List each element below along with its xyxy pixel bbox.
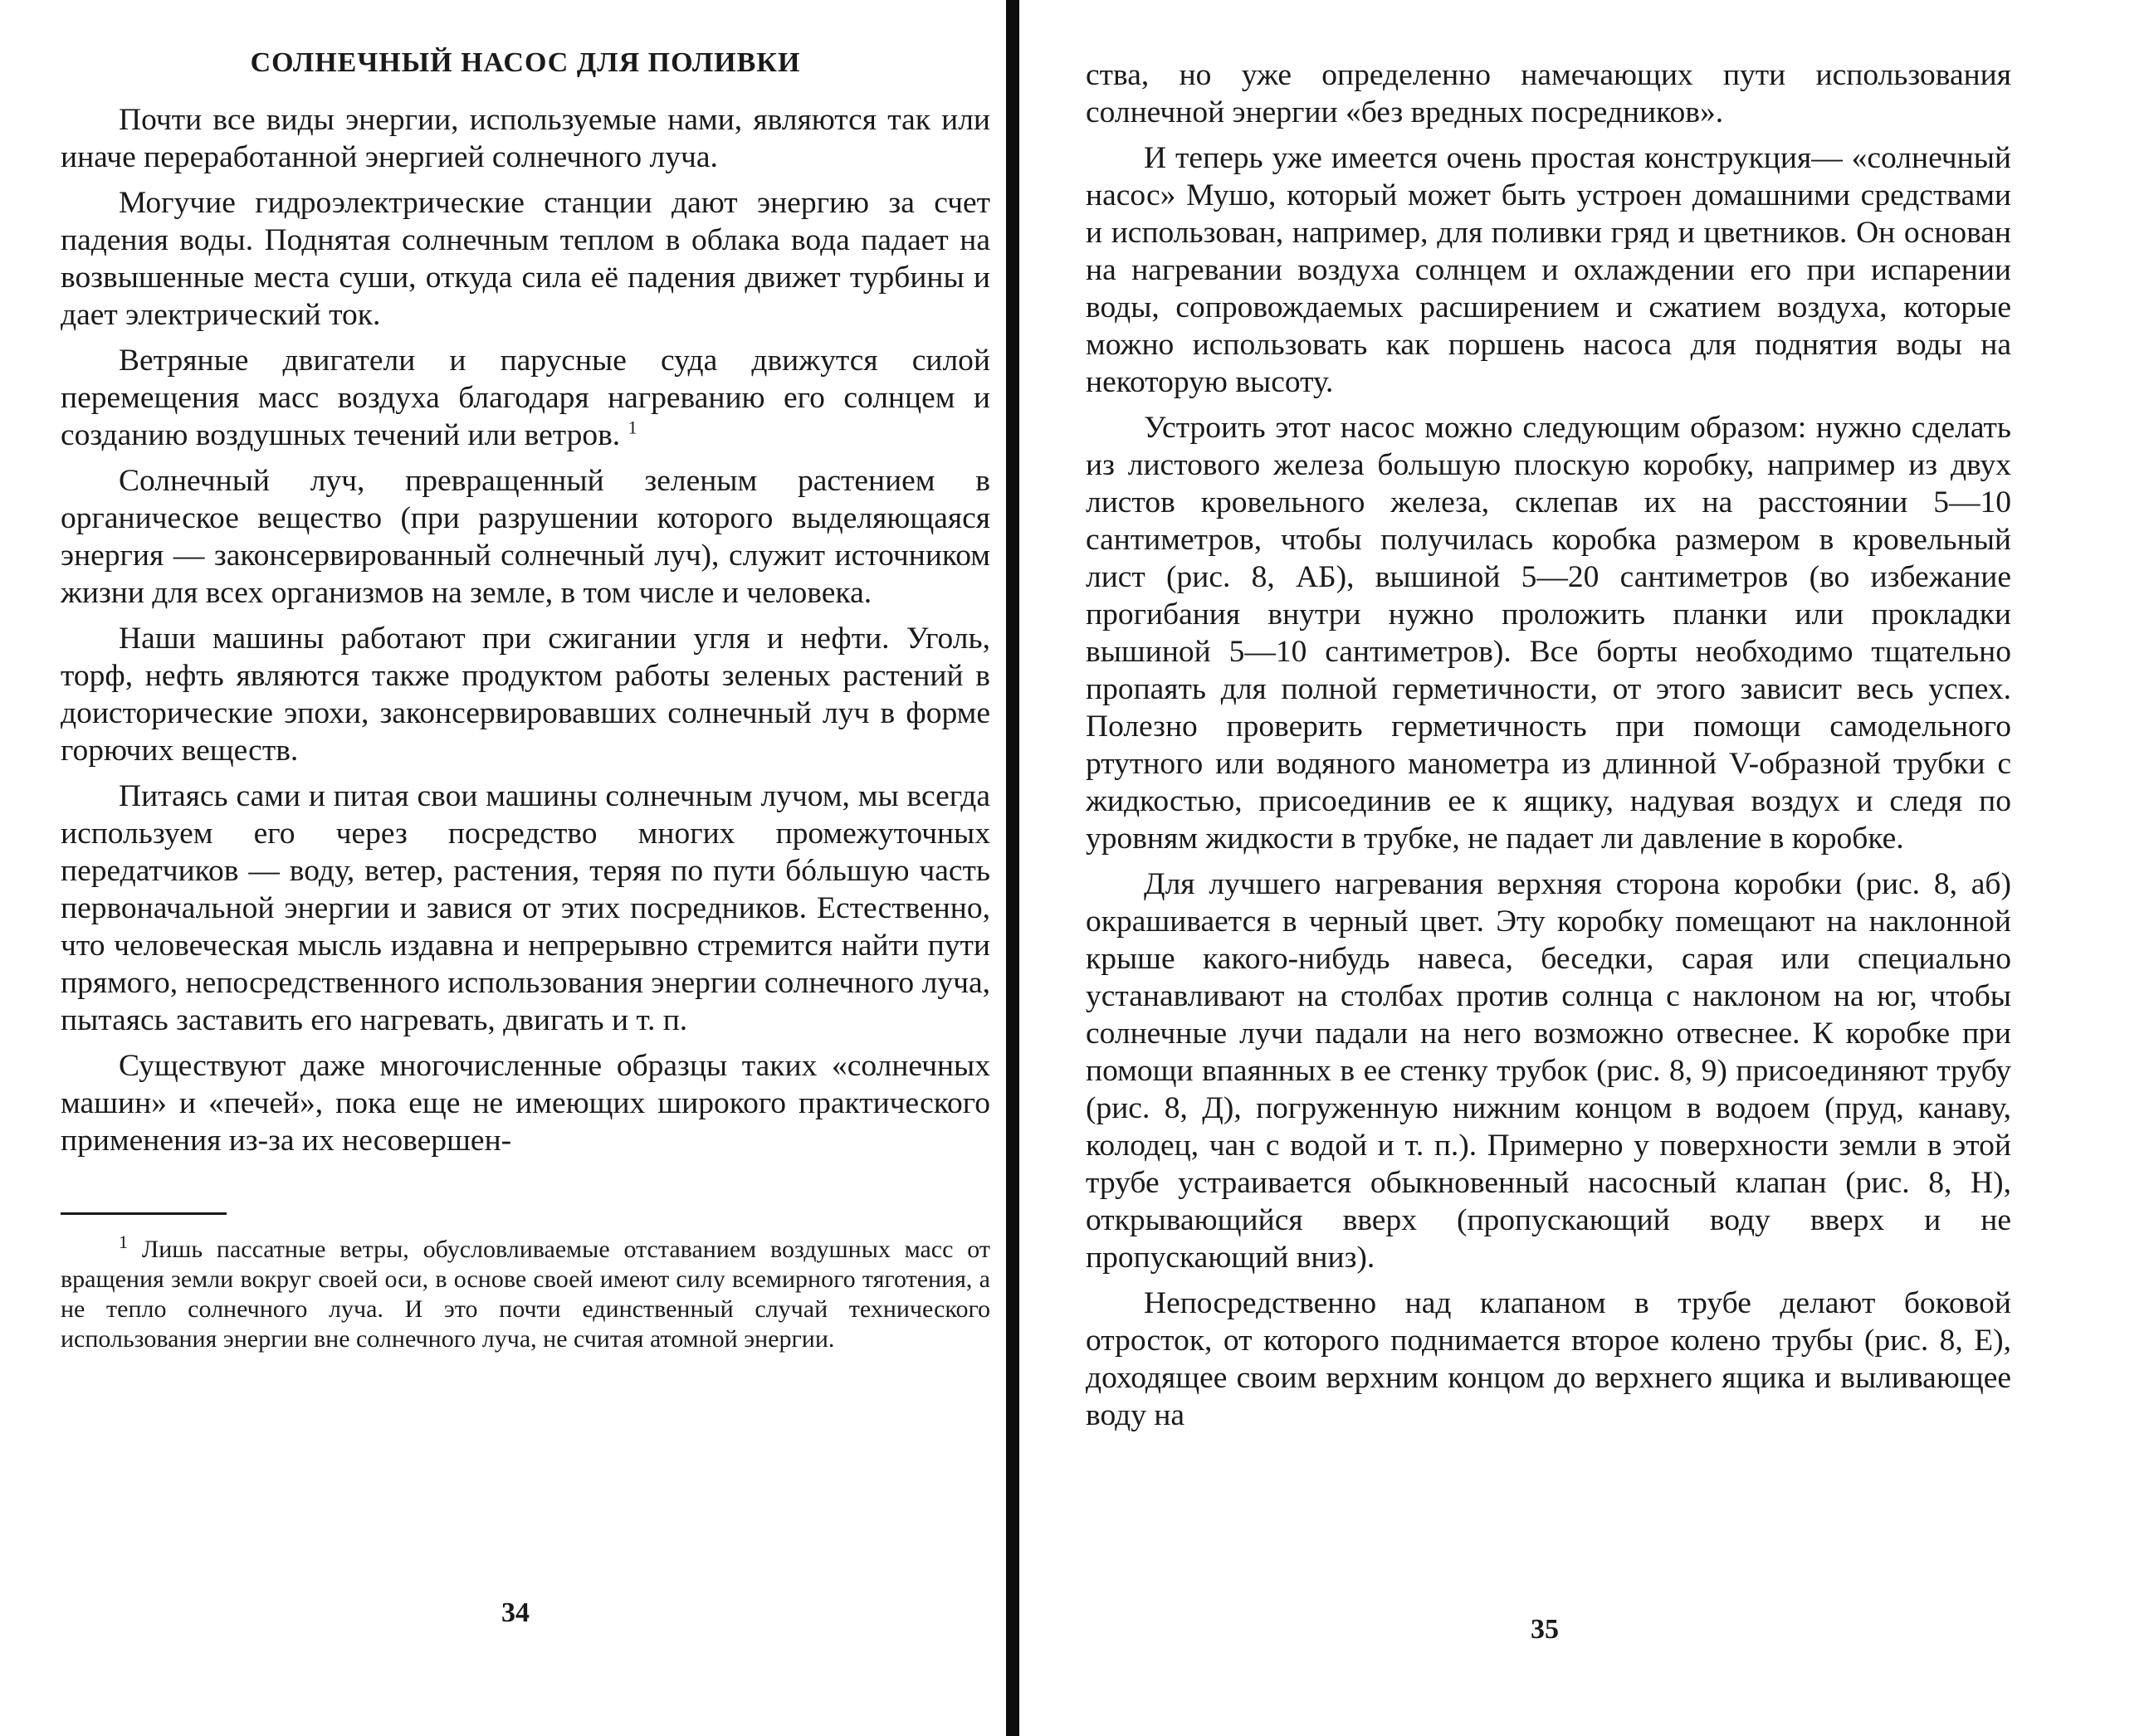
paragraph: Питаясь сами и питая свои машины солнечным лучом, мы всегда используем его через посредство многих промежуточных передатчиков — воду, ветер, растения, теряя по пути бóльшую часть первоначальной энергии и завися от этих посредников. Естественно, что человеческая мысль издавна и непрерывно стремится найти пути прямого, непосредственного использования энергии солнечного луча, пытаясь заставить его нагревать, двигать и т. п. (61, 779, 990, 1037)
paragraph: И теперь уже имеется очень простая конструкция— «солнечный насос» Мушо, который может быть устроен домашними средствами и использован, например, для поливки гряд и цветников. Он основан на нагревании воздуха солнцем и охлаждении его при испарении воды, сопровождаемых расширением и сжатием воздуха, которые можно использовать как поршень насоса для поднятия воды на некоторую высоту. (1086, 141, 2011, 399)
right-page (1019, 0, 2149, 1736)
page-number: 34 (501, 1597, 530, 1628)
paragraph-text: Ветряные двигатели и парусные суда движутся силой перемещения масс воздуха благодаря нагреванию его солнцем и созданию воздушных течений или ветров. (61, 344, 990, 452)
paragraph: Непосредственно над клапаном в трубе делают боковой отросток, от которого поднимается второе колено трубы (рис. 8, Е), доходящее своим верхним концом до верхнего ящика и выливающее воду на (1086, 1286, 2011, 1432)
paragraph: Существуют даже многочисленные образцы таких «солнечных машин» и «печей», пока еще не имеющих широкого практического применения из-за их несовершен- (61, 1049, 990, 1158)
page-number: 35 (1531, 1614, 1559, 1645)
paragraph: Почти все виды энергии, используемые нами, являются так или иначе переработанной энергией солнечного луча. (61, 103, 990, 174)
paragraph: Солнечный луч, превращенный зеленым растением в органическое вещество (при разрушении которого выделяющаяся энергия — законсервированный солнечный луч), служит источником жизни для всех организмов на земле, в том числе и человека. (61, 464, 990, 610)
footnote-divider (61, 1212, 227, 1215)
footnote-ref: 1 (628, 417, 637, 438)
book-gutter (1006, 0, 1019, 1736)
paragraph: Устроить этот насос можно следующим образом: нужно сделать из листового железа большую плоскую коробку, например из двух листов кровельного железа, склепав их на расстоянии 5—10 сантиметров, чтобы получилась коробка размером в кровельный лист (рис. 8, АБ), вышиной 5—20 сантиметров (во избежание прогибания внутри нужно проложить планки или прокладки вышиной 5—10 сантиметров). Все борты необходимо тщательно пропаять для полной герметичности, от этого зависит весь успех. Полезно проверить герметичность при помощи самодельного ртутного или водяного манометра из длинной V-образной трубки с жидкостью, присоединив ее к ящику, надувая воздух и следя по уровням жидкости в трубке, не падает ли давление в коробке. (1086, 411, 2011, 856)
paragraph: ства, но уже определенно намечающих пути использования солнечной энергии «без вредных посредников». (1086, 58, 2011, 129)
left-page (0, 0, 1006, 1736)
page-title: СОЛНЕЧНЫЙ НАСОС ДЛЯ ПОЛИВКИ (250, 47, 801, 78)
right-column (1086, 56, 2011, 1442)
paragraph (61, 342, 990, 454)
paragraph: Могучие гидроэлектрические станции дают энергию за счет падения воды. Поднятая солнечным теплом в облака вода падает на возвышенные места суши, откуда сила её падения движет турбины и дает электрический ток. (61, 186, 990, 332)
paragraph: Для лучшего нагревания верхняя сторона коробки (рис. 8, аб) окрашивается в черный цвет. Эту коробку помещают на наклонной крыше какого-нибудь навеса, беседки, сарая или специально устанавливают на столбах против солнца с наклоном на юг, чтобы солнечные лучи падали на него возможно отвеснее. К коробке при помощи впаянных в ее стенку трубок (рис. 8, 9) присоединяют трубу (рис. 8, Д), погруженную нижним концом в водоем (пруд, канаву, колодец, чан с водой и т. п.). Примерно у поверхности земли в этой трубе устраивается обыкновенный насосный клапан (рис. 8, Н), открывающийся вверх (пропускающий воду вверх и не пропускающий вниз). (1086, 867, 2011, 1275)
footnote (61, 1231, 990, 1354)
footnote-marker: 1 (119, 1231, 128, 1252)
paragraph: Наши машины работают при сжигании угля и нефти. Уголь, торф, нефть являются также продуктом работы зеленых растений в доисторические эпохи, законсервировавших солнечный луч в форме горючих веществ. (61, 622, 990, 768)
left-column (61, 44, 990, 1354)
footnote-text: Лишь пассатные ветры, обусловливаемые отставанием воздушных масс от вращения земли вокруг своей оси, в основе своей имеют силу всемирного тяготения, а не тепло солнечного луча. И это почти единственный случай технического использования энергии вне солнечного луча, не считая атомной энергии. (61, 1236, 990, 1353)
